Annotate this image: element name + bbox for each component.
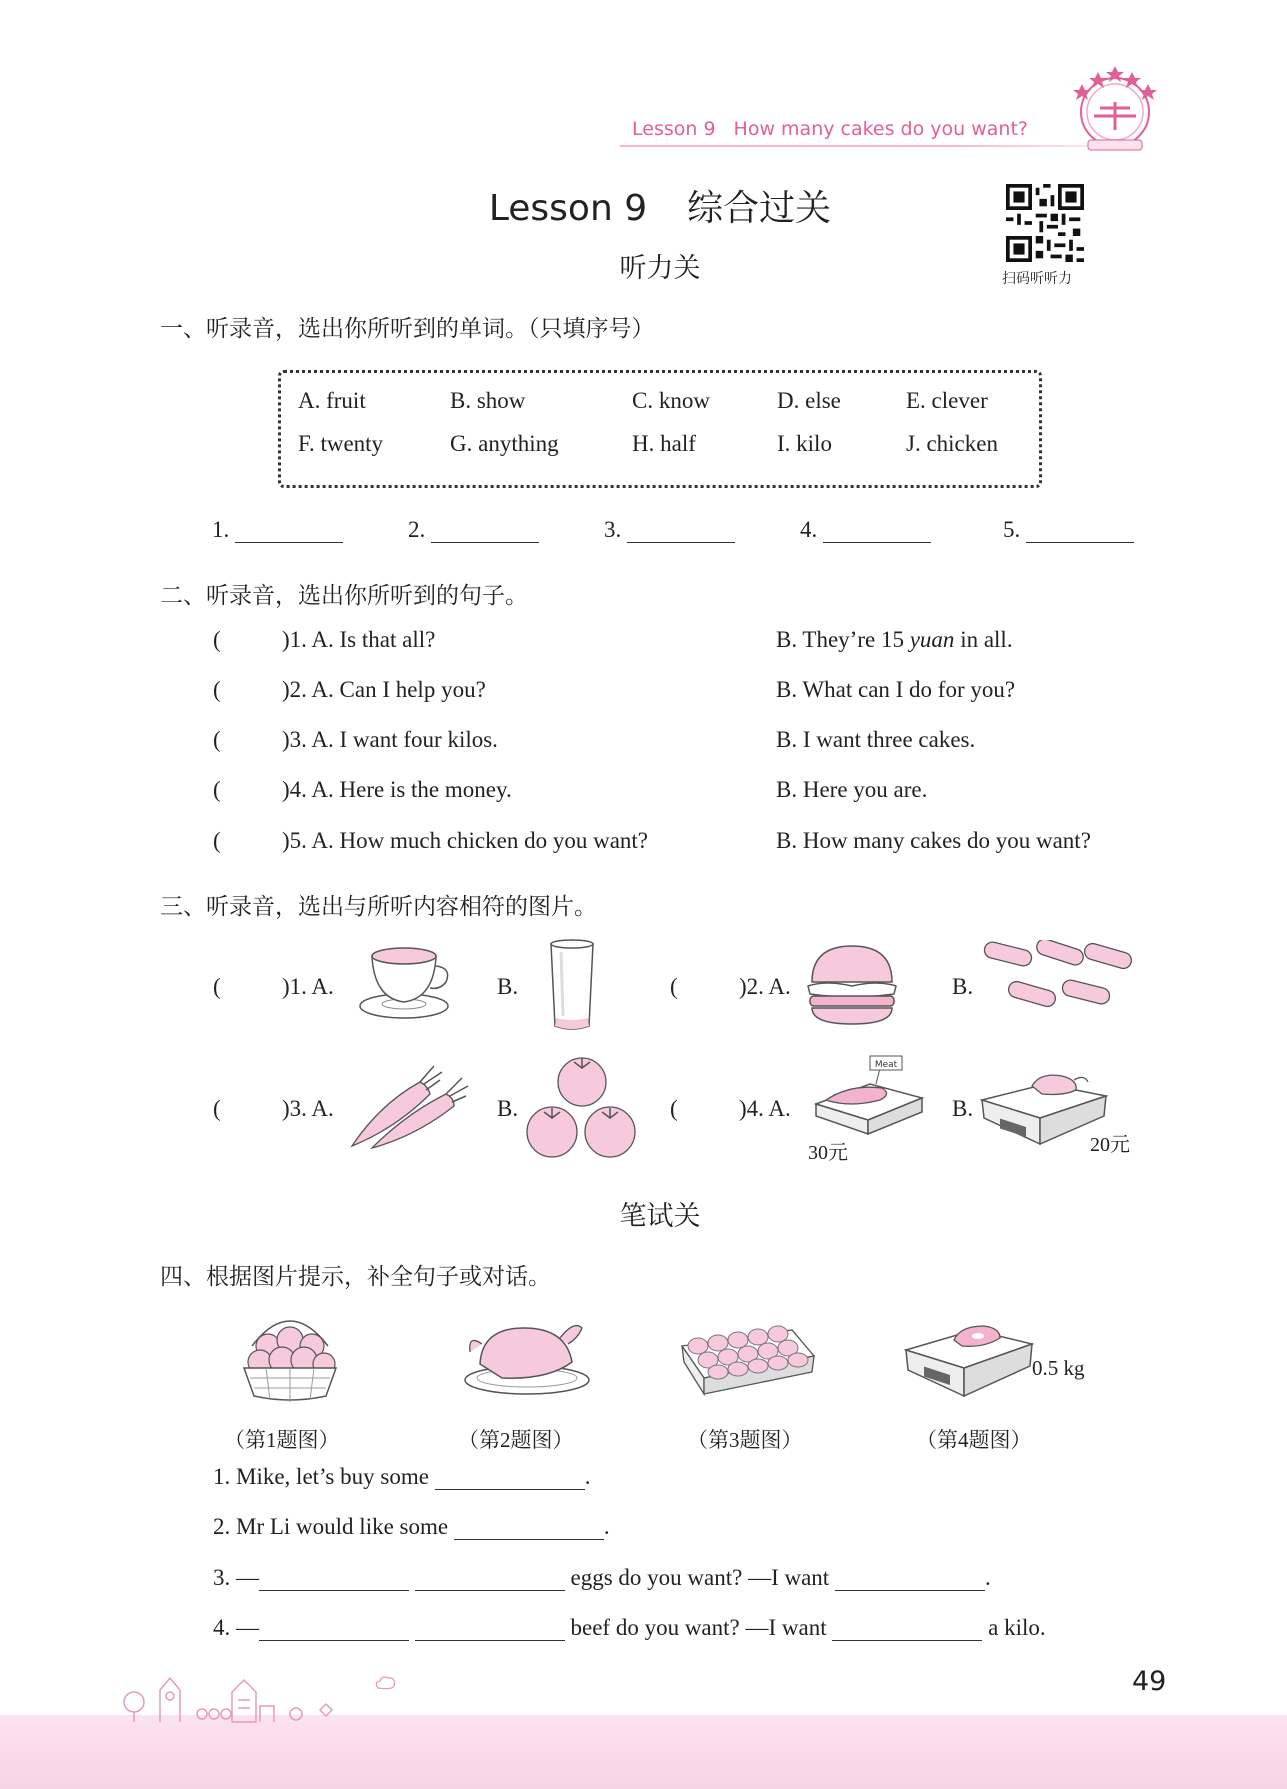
hot-dogs-icon xyxy=(980,940,1136,1022)
sentence-option-a xyxy=(282,777,512,803)
section1-heading: 一、听录音，选出你所听到的单词。（只填序号） xyxy=(160,316,655,342)
option-a-text: A. I want four kilos. xyxy=(311,727,498,752)
answer-blank[interactable] xyxy=(1026,520,1134,543)
option-a-text: A. Here is the money. xyxy=(311,777,512,802)
answer-blank[interactable] xyxy=(823,520,931,543)
header-lesson: Lesson 9 xyxy=(632,118,716,140)
question-number: )5. xyxy=(282,828,307,853)
sentence-option-b xyxy=(776,777,927,803)
weight-label: 0.5 kg xyxy=(1032,1356,1085,1380)
publisher-logo-icon xyxy=(1072,62,1158,154)
figure-caption-2: （第2题图） xyxy=(458,1428,574,1452)
fill-sentence-1 xyxy=(213,1464,590,1490)
word-option: C. know xyxy=(632,388,710,413)
word-option: J. chicken xyxy=(906,431,998,456)
option-b-text: B. They’re 15 xyxy=(776,627,910,652)
answer-paren[interactable]: ( xyxy=(213,1096,221,1121)
sentence-option-b xyxy=(776,828,1091,854)
answer-slot-1 xyxy=(212,517,343,543)
qr-caption: 扫码听听力 xyxy=(1002,271,1072,287)
footer-band xyxy=(0,1715,1287,1789)
word-option: B. show xyxy=(450,388,526,413)
running-header xyxy=(632,118,1046,140)
answer-blank[interactable] xyxy=(431,520,539,543)
chicken-scale-icon xyxy=(980,1066,1108,1148)
sentence-option-a xyxy=(282,727,498,753)
sentence-text: 4. — xyxy=(213,1615,259,1640)
fill-blank[interactable] xyxy=(259,1618,409,1641)
word-option: E. clever xyxy=(906,388,988,413)
answer-paren[interactable]: ( xyxy=(670,1096,678,1121)
fill-blank[interactable] xyxy=(454,1517,604,1540)
sentence-text: 2. Mr Li would like some xyxy=(213,1514,449,1539)
page-title xyxy=(0,180,1287,231)
answer-number: 3. xyxy=(604,517,622,542)
word-option: F. twenty xyxy=(298,431,384,456)
option-a-text: A. Is that all? xyxy=(311,627,436,652)
meat-tag-label: Meat xyxy=(874,1060,898,1070)
sentence-option-b xyxy=(776,627,1013,653)
header-divider xyxy=(620,145,1090,147)
cloud-icon xyxy=(374,1674,398,1692)
answer-number: 4. xyxy=(800,517,818,542)
sentence-period: . xyxy=(584,1464,591,1489)
sentence-text: eggs do you want? —I want xyxy=(570,1565,830,1590)
answer-paren[interactable]: ( xyxy=(213,777,221,802)
option-b-label: B. xyxy=(497,1096,519,1121)
hamburger-icon xyxy=(806,944,898,1026)
answer-paren[interactable]: ( xyxy=(213,974,221,999)
answer-paren[interactable]: ( xyxy=(213,627,221,652)
page-number: 49 xyxy=(1132,1666,1167,1697)
sentence-text: 3. — xyxy=(213,1565,259,1590)
egg-tray-icon xyxy=(676,1316,818,1396)
picture-question-1: )1. A. xyxy=(282,974,334,999)
question-number: )3. xyxy=(282,727,307,752)
answer-paren[interactable]: ( xyxy=(213,677,221,702)
answer-paren[interactable]: ( xyxy=(670,974,678,999)
option-a-text: A. Can I help you? xyxy=(311,677,486,702)
figure-caption-1: （第1题图） xyxy=(224,1428,340,1452)
picture-question-2: )2. A. xyxy=(739,974,791,999)
fruit-basket-icon xyxy=(236,1306,344,1406)
option-b-text: B. Here you are. xyxy=(776,777,928,802)
option-b-label: B. xyxy=(952,974,974,999)
word-option: A. fruit xyxy=(298,388,366,413)
option-b-label: B. xyxy=(952,1096,974,1121)
writing-section-title: 笔试关 xyxy=(619,1201,701,1232)
beef-scale-icon xyxy=(904,1314,1034,1398)
sentence-text: a kilo. xyxy=(988,1615,1046,1640)
question-number: )4. xyxy=(282,777,307,802)
answer-paren[interactable]: ( xyxy=(213,828,221,853)
word-option: H. half xyxy=(632,431,696,456)
figure-caption-4: （第4题图） xyxy=(916,1428,1032,1452)
listening-section-title: 听力关 xyxy=(619,253,701,284)
answer-blank[interactable] xyxy=(627,520,735,543)
header-subtitle: How many cakes do you want? xyxy=(733,118,1028,140)
title-name: 综合过关 xyxy=(687,188,832,229)
figure-caption-3: （第3题图） xyxy=(687,1428,803,1452)
answer-slot-3 xyxy=(604,517,735,543)
fill-sentence-2 xyxy=(213,1514,610,1540)
answer-number: 2. xyxy=(408,517,426,542)
word-option: I. kilo xyxy=(777,431,832,456)
word-option: D. else xyxy=(777,388,841,413)
meat-scale-icon xyxy=(810,1054,926,1146)
option-b-text: B. I want three cakes. xyxy=(776,727,976,752)
fill-blank[interactable] xyxy=(835,1568,985,1591)
option-b-text: B. What can I do for you? xyxy=(776,677,1016,702)
carrots-icon xyxy=(350,1064,470,1150)
sentence-option-b xyxy=(776,677,1015,703)
question-number: )1. xyxy=(282,627,307,652)
teacup-icon xyxy=(356,940,456,1024)
picture-question-4: )4. A. xyxy=(739,1096,791,1121)
option-b-label: B. xyxy=(497,974,519,999)
sentence-option-b xyxy=(776,727,975,753)
sentence-period: . xyxy=(603,1514,610,1539)
sentence-text: beef do you want? —I want xyxy=(570,1615,827,1640)
glass-of-milk-icon xyxy=(547,938,597,1034)
title-lesson: Lesson 9 xyxy=(488,188,648,229)
fill-blank[interactable] xyxy=(415,1568,565,1591)
word-option: G. anything xyxy=(450,431,559,456)
answer-number: 5. xyxy=(1003,517,1021,542)
fill-sentence-4 xyxy=(213,1615,1046,1641)
section4-heading: 四、根据图片提示，补全句子或对话。 xyxy=(160,1264,551,1290)
option-b-tail: in all. xyxy=(954,627,1013,652)
answer-slot-5 xyxy=(1003,517,1134,543)
answer-slot-2 xyxy=(408,517,539,543)
sentence-option-a xyxy=(282,828,648,854)
option-b-text: B. How many cakes do you want? xyxy=(776,828,1091,853)
sentence-option-a xyxy=(282,627,435,653)
sentence-text: 1. Mike, let’s buy some xyxy=(213,1464,429,1489)
fill-blank[interactable] xyxy=(435,1467,585,1490)
picture-question-3: )3. A. xyxy=(282,1096,334,1121)
section2-heading: 二、听录音，选出你所听到的句子。 xyxy=(160,583,528,609)
fill-sentence-3 xyxy=(213,1565,991,1591)
option-a-text: A. How much chicken do you want? xyxy=(311,828,649,853)
roast-chicken-icon xyxy=(462,1314,592,1398)
section3-heading: 三、听录音，选出与所听内容相符的图片。 xyxy=(160,894,597,920)
answer-blank[interactable] xyxy=(235,520,343,543)
sentence-period: . xyxy=(984,1565,991,1590)
sentence-option-a xyxy=(282,677,486,703)
fill-blank[interactable] xyxy=(259,1568,409,1591)
answer-slot-4 xyxy=(800,517,931,543)
price-label-a: 30元 xyxy=(808,1142,848,1164)
town-decoration-icon xyxy=(120,1660,360,1724)
question-number: )2. xyxy=(282,677,307,702)
answer-paren[interactable]: ( xyxy=(213,727,221,752)
tomatoes-icon xyxy=(524,1056,640,1160)
option-b-italic: yuan xyxy=(909,627,955,652)
answer-number: 1. xyxy=(212,517,230,542)
fill-blank[interactable] xyxy=(832,1618,982,1641)
price-label-b: 20元 xyxy=(1090,1134,1130,1156)
fill-blank[interactable] xyxy=(415,1618,565,1641)
